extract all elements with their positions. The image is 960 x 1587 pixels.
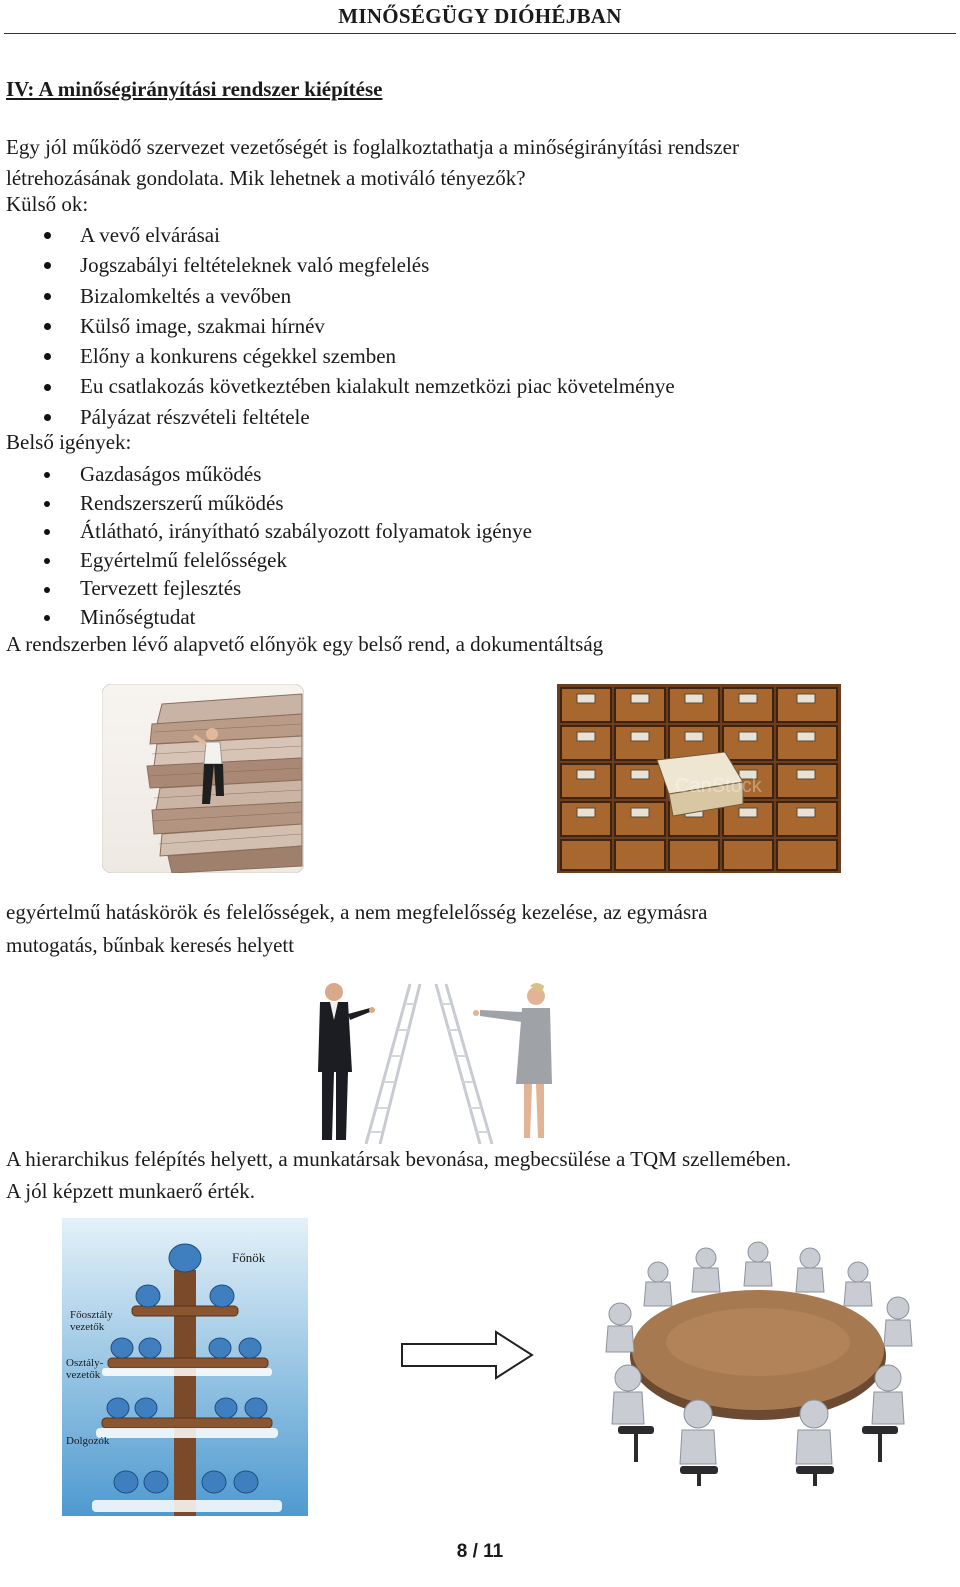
paper-stack-image xyxy=(102,684,304,873)
bullet-icon xyxy=(44,501,50,507)
hierarchy-paragraph xyxy=(6,1143,951,1207)
intro-line-1: Egy jól működő szervezet vezetőségét is foglalkoztathatja a minőségirányítási rendszer xyxy=(6,135,739,159)
intro-paragraph xyxy=(6,132,951,194)
bullet-icon xyxy=(44,384,51,391)
internal-label: Belső igények: xyxy=(6,430,132,454)
arrow-right-icon xyxy=(400,1330,536,1380)
page-header: MINŐSÉGÜGY DIÓHÉJBAN xyxy=(338,4,622,28)
bullet-icon xyxy=(44,414,51,421)
bullet-icon xyxy=(44,615,50,621)
label-head-2: vezetők xyxy=(70,1321,105,1333)
list-item: Egyértelmű felelősségek xyxy=(0,546,532,575)
bullet-icon xyxy=(44,323,51,330)
list-item: Minőségtudat xyxy=(0,603,532,632)
bullet-icon xyxy=(44,293,51,300)
list-item: Rendszerszerű működés xyxy=(0,489,532,518)
bullet-icon xyxy=(44,558,50,564)
label-head-1: Főosztály xyxy=(70,1309,113,1321)
label-dept-1: Osztály- xyxy=(66,1357,104,1369)
list-item: A vevő elvárásai xyxy=(0,220,675,250)
responsibility-line-2: mutogatás, bűnbak keresés helyett xyxy=(6,933,295,957)
page-number: 8 / 11 xyxy=(456,1541,504,1562)
hierarchy-line-2: A jól képzett munkaerő érték. xyxy=(6,1179,255,1203)
label-dept-2: vezetők xyxy=(66,1369,101,1381)
list-item: Előny a konkurens cégekkel szemben xyxy=(0,341,675,371)
internal-needs-list xyxy=(0,460,532,632)
list-item: Jogszabályi feltételeknek való megfelelés xyxy=(0,250,675,280)
list-item: Gazdaságos működés xyxy=(0,460,532,489)
bullet-icon xyxy=(44,529,50,535)
watermark-text: CanStock xyxy=(675,775,762,797)
external-label: Külső ok: xyxy=(6,192,89,216)
intro-line-2: létrehozásának gondolata. Mik lehetnek a motiváló tényezők? xyxy=(6,166,526,190)
list-item: Tervezett fejlesztés xyxy=(0,574,532,603)
responsibility-paragraph xyxy=(6,896,951,962)
bullet-icon xyxy=(44,353,51,360)
benefits-line: A rendszerben lévő alapvető előnyök egy belső rend, a dokumentáltság xyxy=(6,632,604,656)
bullet-icon xyxy=(44,232,51,239)
list-item: Bizalomkeltés a vevőben xyxy=(0,281,675,311)
list-item: Eu csatlakozás következtében kialakult nemzetközi piac követelménye xyxy=(0,371,675,401)
label-boss: Főnök xyxy=(232,1250,266,1265)
blame-image xyxy=(310,980,556,1144)
bullet-icon xyxy=(44,262,51,269)
hierarchy-line-1: A hierarchikus felépítés helyett, a munkatársak bevonása, megbecsülése a TQM szellemében. xyxy=(6,1147,792,1171)
bullet-icon xyxy=(44,472,50,478)
external-reasons-list xyxy=(0,220,675,432)
card-catalog-image xyxy=(557,684,841,873)
section-heading: IV: A minőségirányítási rendszer kiépítése xyxy=(6,77,383,101)
label-workers: Dolgozók xyxy=(66,1435,110,1447)
list-item: Átlátható, irányítható szabályozott folyamatok igénye xyxy=(0,517,532,546)
list-item: Külső image, szakmai hírnév xyxy=(0,311,675,341)
hierarchy-tree-image xyxy=(62,1218,308,1516)
round-table-image xyxy=(598,1238,920,1486)
bullet-icon xyxy=(44,587,50,593)
list-item: Pályázat részvételi feltétele xyxy=(0,402,675,432)
man-figure xyxy=(318,983,375,1140)
header-divider xyxy=(4,33,956,34)
responsibility-line-1: egyértelmű hatáskörök és felelősségek, a nem megfelelősség kezelése, az egymásra xyxy=(6,900,708,924)
